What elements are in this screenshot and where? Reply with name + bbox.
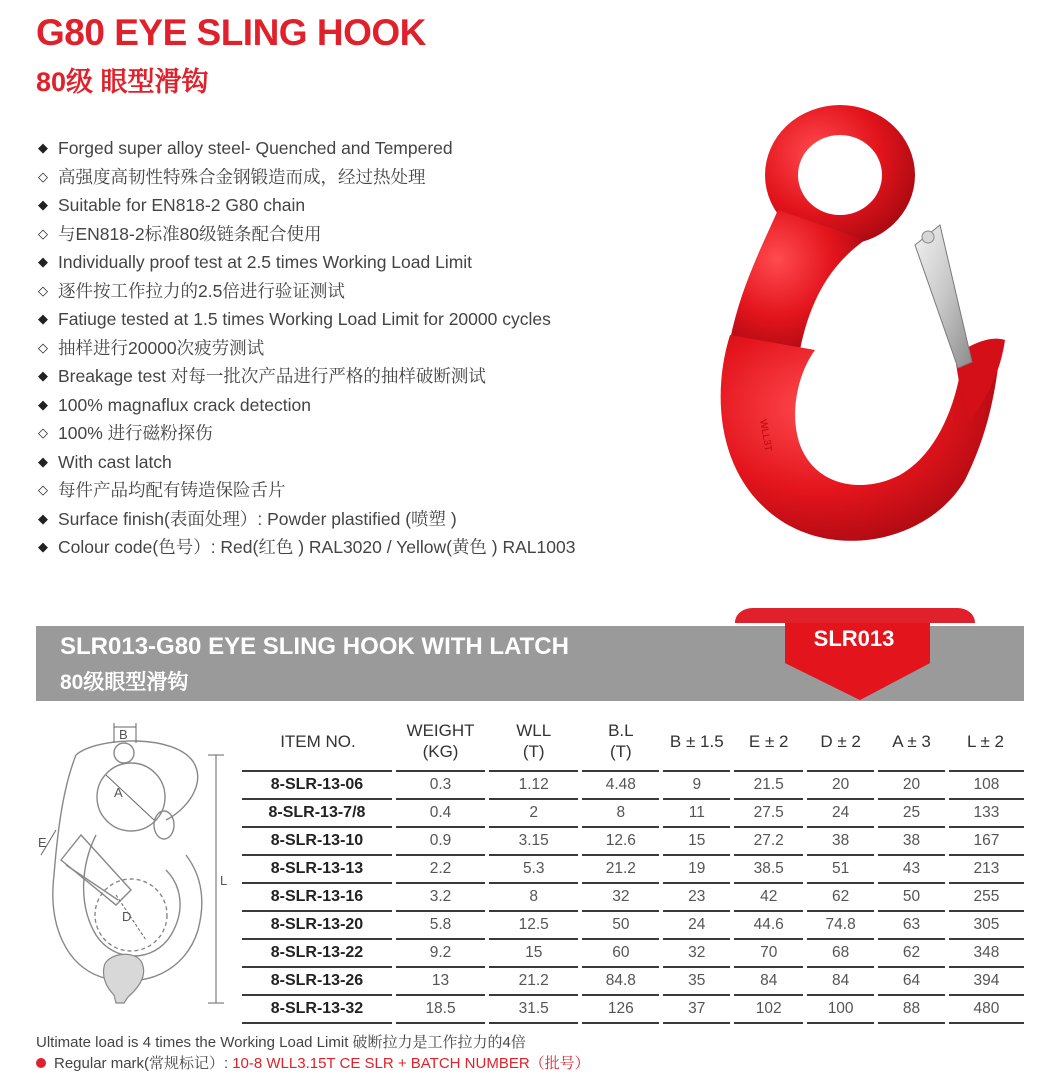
spec-table-body — [242, 771, 1024, 1023]
feature-item — [38, 163, 575, 192]
table-cell: 70 — [732, 939, 805, 967]
filled-diamond-icon: ◆ — [38, 311, 48, 327]
feature-item — [38, 134, 575, 163]
outline-diamond-icon: ◇ — [38, 339, 48, 355]
ultimate-load-note: Ultimate load is 4 times the Working Load Limit 破断拉力是工作拉力的4倍 — [36, 1034, 526, 1051]
table-cell: 60 — [580, 939, 661, 967]
column-header-unit: (T) — [609, 742, 632, 761]
table-cell: 167 — [947, 827, 1024, 855]
feature-text: Individually proof test at 2.5 times Working Load Limit — [58, 252, 473, 273]
table-cell: 32 — [661, 939, 732, 967]
table-cell: 0.3 — [394, 771, 487, 799]
table-cell: 5.3 — [487, 855, 580, 883]
table-cell: 15 — [661, 827, 732, 855]
column-header-label: E ± 2 — [748, 731, 789, 751]
table-row — [242, 995, 1024, 1023]
outline-diamond-icon: ◇ — [38, 225, 48, 241]
column-header — [661, 712, 732, 771]
table-cell: 0.4 — [394, 799, 487, 827]
table-cell: 68 — [805, 939, 876, 967]
table-cell: 255 — [947, 883, 1024, 911]
filled-diamond-icon: ◆ — [38, 368, 48, 384]
feature-text: Suitable for EN818-2 G80 chain — [58, 195, 306, 216]
table-cell: 0.9 — [394, 827, 487, 855]
table-cell: 84.8 — [580, 967, 661, 995]
table-cell: 38.5 — [732, 855, 805, 883]
table-cell: 44.6 — [732, 911, 805, 939]
table-cell: 43 — [876, 855, 947, 883]
table-cell: 50 — [876, 883, 947, 911]
column-header — [487, 712, 580, 771]
feature-text: 与EN818-2标准80级链条配合使用 — [58, 223, 322, 244]
product-title-en: G80 EYE SLING HOOK — [36, 12, 426, 53]
column-header-label: WEIGHT — [406, 721, 475, 740]
table-cell: 3.15 — [487, 827, 580, 855]
table-cell: 84 — [732, 967, 805, 995]
table-cell: 4.48 — [580, 771, 661, 799]
table-cell: 2 — [487, 799, 580, 827]
filled-diamond-icon: ◆ — [38, 140, 48, 156]
table-cell: 31.5 — [487, 995, 580, 1023]
table-cell: 8 — [580, 799, 661, 827]
regular-mark — [36, 1052, 590, 1073]
filled-diamond-icon: ◆ — [38, 510, 48, 526]
table-cell: 24 — [661, 911, 732, 939]
table-cell: 394 — [947, 967, 1024, 995]
table-cell: 126 — [580, 995, 661, 1023]
table-cell: 18.5 — [394, 995, 487, 1023]
table-row — [242, 939, 1024, 967]
table-cell: 62 — [876, 939, 947, 967]
table-cell: 12.6 — [580, 827, 661, 855]
column-header-label: B.L — [608, 721, 634, 740]
column-header-label: B ± 1.5 — [669, 731, 724, 751]
column-header — [242, 712, 394, 771]
column-header-label: D ± 2 — [820, 731, 861, 751]
column-header-label: L ± 2 — [966, 731, 1005, 751]
table-cell: 38 — [805, 827, 876, 855]
table-cell: 13 — [394, 967, 487, 995]
label-a: A — [114, 785, 123, 800]
table-cell: 74.8 — [805, 911, 876, 939]
table-cell: 348 — [947, 939, 1024, 967]
outline-diamond-icon: ◇ — [38, 425, 48, 441]
table-cell: 25 — [876, 799, 947, 827]
label-l: L — [220, 873, 228, 888]
table-cell: 84 — [805, 967, 876, 995]
feature-list — [38, 134, 575, 562]
table-cell: 8 — [487, 883, 580, 911]
item-number-cell: 8-SLR-13-7/8 — [242, 799, 394, 827]
spec-table-header — [242, 712, 1024, 771]
table-row — [242, 911, 1024, 939]
table-cell: 20 — [805, 771, 876, 799]
outline-diamond-icon: ◇ — [38, 482, 48, 498]
column-header — [805, 712, 876, 771]
table-cell: 27.2 — [732, 827, 805, 855]
table-cell: 64 — [876, 967, 947, 995]
column-header-label: ITEM NO. — [280, 731, 356, 751]
product-title-cn: 80级 眼型滑钩 — [36, 67, 209, 97]
table-cell: 12.5 — [487, 911, 580, 939]
table-cell: 32 — [580, 883, 661, 911]
feature-text: 逐件按工作拉力的2.5倍进行验证测试 — [58, 280, 345, 301]
item-number-cell: 8-SLR-13-26 — [242, 967, 394, 995]
column-header — [394, 712, 487, 771]
feature-text: 每件产品均配有铸造保险舌片 — [58, 480, 286, 501]
table-cell: 108 — [947, 771, 1024, 799]
table-cell: 23 — [661, 883, 732, 911]
feature-item — [38, 448, 575, 477]
table-cell: 15 — [487, 939, 580, 967]
feature-item — [38, 533, 575, 562]
feature-text: Surface finish(表面处理）: Powder plastified (喷塑 ) — [58, 508, 457, 529]
label-d: D — [122, 909, 132, 924]
hook-dimension-drawing — [36, 715, 246, 1025]
feature-text: Breakage test 对每一批次产品进行严格的抽样破断测试 — [58, 366, 486, 387]
table-cell: 305 — [947, 911, 1024, 939]
table-cell: 480 — [947, 995, 1024, 1023]
table-cell: 213 — [947, 855, 1024, 883]
table-cell: 42 — [732, 883, 805, 911]
table-cell: 133 — [947, 799, 1024, 827]
table-cell: 38 — [876, 827, 947, 855]
column-header-unit: (KG) — [422, 742, 459, 761]
table-cell: 63 — [876, 911, 947, 939]
regular-mark-value: 10-8 WLL3.15T CE SLR + BATCH NUMBER（批号） — [232, 1055, 590, 1072]
feature-item — [38, 191, 575, 220]
label-b: B — [119, 727, 128, 742]
feature-text: 抽样进行20000次疲劳测试 — [58, 337, 265, 358]
column-header — [947, 712, 1024, 771]
table-cell: 100 — [805, 995, 876, 1023]
item-number-cell: 8-SLR-13-32 — [242, 995, 394, 1023]
feature-text: 100% magnaflux crack detection — [58, 394, 311, 415]
feature-item — [38, 362, 575, 391]
table-cell: 3.2 — [394, 883, 487, 911]
spec-table — [242, 712, 1024, 1024]
regular-mark-label: Regular mark(常规标记）: — [54, 1055, 229, 1072]
item-number-cell: 8-SLR-13-13 — [242, 855, 394, 883]
item-number-cell: 8-SLR-13-16 — [242, 883, 394, 911]
svg-text:WLL3T: WLL3T — [757, 418, 774, 453]
table-cell: 11 — [661, 799, 732, 827]
table-cell: 35 — [661, 967, 732, 995]
table-cell: 2.2 — [394, 855, 487, 883]
table-row — [242, 827, 1024, 855]
table-row — [242, 883, 1024, 911]
table-cell: 62 — [805, 883, 876, 911]
feature-item — [38, 277, 575, 306]
feature-item — [38, 419, 575, 448]
feature-text: With cast latch — [58, 451, 172, 472]
table-cell: 51 — [805, 855, 876, 883]
table-row — [242, 771, 1024, 799]
item-number-cell: 8-SLR-13-10 — [242, 827, 394, 855]
outline-diamond-icon: ◇ — [38, 168, 48, 184]
filled-diamond-icon: ◆ — [38, 197, 48, 213]
model-code: SLR013 — [813, 626, 895, 651]
feature-text: 高强度高韧性特殊合金钢锻造而成，经过热处理 — [58, 166, 426, 187]
table-cell: 5.8 — [394, 911, 487, 939]
feature-text: 100% 进行磁粉探伤 — [58, 423, 213, 444]
column-header — [580, 712, 661, 771]
table-cell: 1.12 — [487, 771, 580, 799]
model-code-tab — [735, 608, 975, 703]
table-cell: 21.5 — [732, 771, 805, 799]
column-header-label: A ± 3 — [892, 731, 931, 751]
item-number-cell: 8-SLR-13-06 — [242, 771, 394, 799]
feature-item — [38, 476, 575, 505]
table-cell: 9.2 — [394, 939, 487, 967]
label-e: E — [38, 835, 47, 850]
feature-item — [38, 391, 575, 420]
table-cell: 50 — [580, 911, 661, 939]
filled-diamond-icon: ◆ — [38, 254, 48, 270]
filled-diamond-icon: ◆ — [38, 539, 48, 555]
table-cell: 27.5 — [732, 799, 805, 827]
hook-product-photo — [700, 100, 1020, 570]
table-row — [242, 799, 1024, 827]
item-number-cell: 8-SLR-13-22 — [242, 939, 394, 967]
column-header — [876, 712, 947, 771]
table-cell: 37 — [661, 995, 732, 1023]
column-header — [732, 712, 805, 771]
feature-item — [38, 248, 575, 277]
table-row — [242, 855, 1024, 883]
table-cell: 9 — [661, 771, 732, 799]
feature-item — [38, 334, 575, 363]
table-cell: 88 — [876, 995, 947, 1023]
column-header-label: WLL — [516, 721, 552, 740]
banner-subtitle: 80级眼型滑钩 — [60, 671, 189, 694]
column-header-unit: (T) — [522, 742, 545, 761]
feature-item — [38, 220, 575, 249]
table-row — [242, 967, 1024, 995]
feature-item — [38, 305, 575, 334]
feature-text: Fatiuge tested at 1.5 times Working Load Limit for 20000 cycles — [58, 309, 551, 330]
table-cell: 20 — [876, 771, 947, 799]
table-cell: 102 — [732, 995, 805, 1023]
table-cell: 21.2 — [580, 855, 661, 883]
feature-text: Colour code(色号）: Red(红色 ) RAL3020 / Yellow(黄色 ) RAL1003 — [58, 537, 576, 558]
outline-diamond-icon: ◇ — [38, 282, 48, 298]
feature-item — [38, 505, 575, 534]
item-number-cell: 8-SLR-13-20 — [242, 911, 394, 939]
table-cell: 24 — [805, 799, 876, 827]
filled-diamond-icon: ◆ — [38, 453, 48, 469]
banner-title: SLR013-G80 EYE SLING HOOK WITH LATCH — [60, 633, 569, 660]
table-cell: 19 — [661, 855, 732, 883]
feature-text: Forged super alloy steel- Quenched and Tempered — [58, 138, 453, 159]
table-cell: 21.2 — [487, 967, 580, 995]
filled-diamond-icon: ◆ — [38, 396, 48, 412]
red-dot-icon — [36, 1058, 46, 1068]
